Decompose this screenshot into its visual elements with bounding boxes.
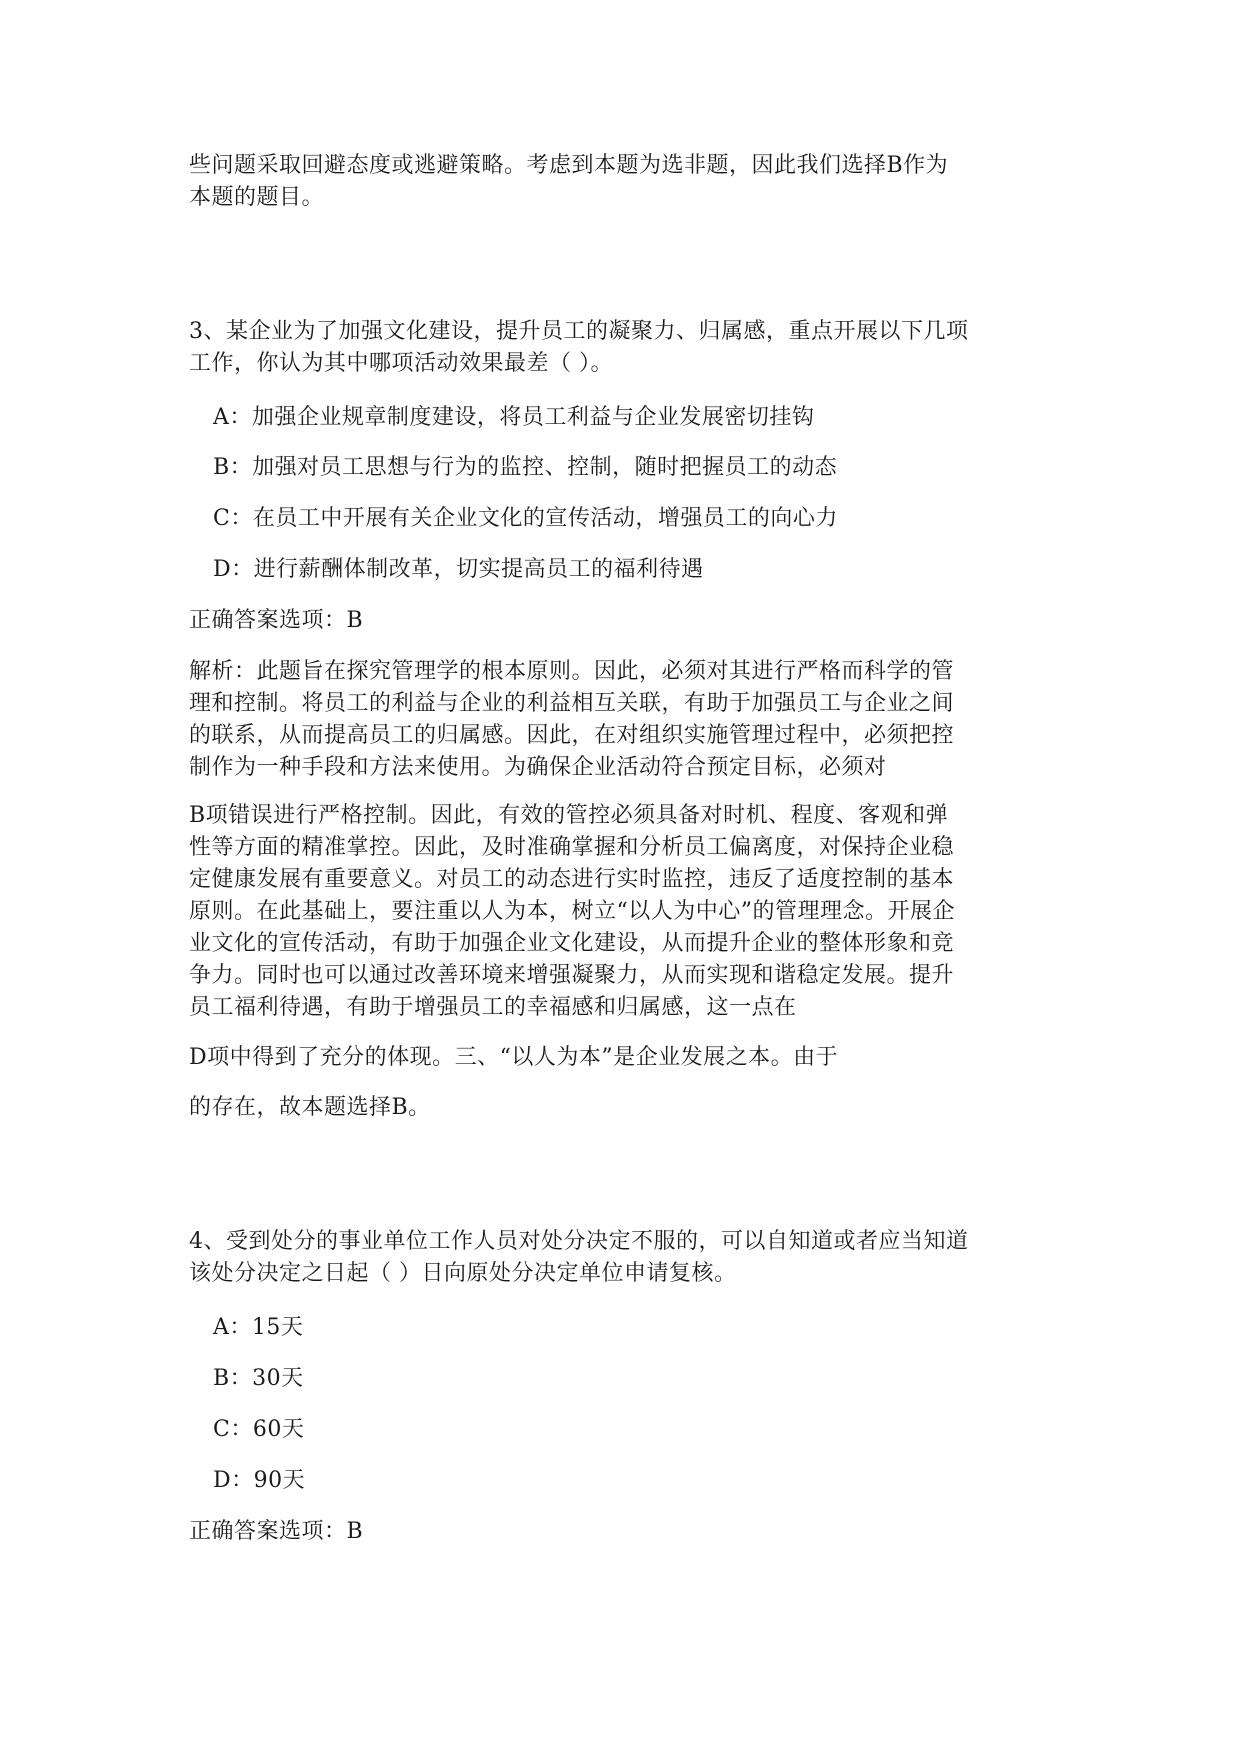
analysis-line: 员工福利待遇，有助于增强员工的幸福感和归属感，这一点在 (189, 995, 797, 1020)
question-stem-line: 工作，你认为其中哪项活动效果最差（ ）。 (189, 351, 613, 376)
question-3-option-a: A：加强企业规章制度建设，将员工利益与企业发展密切挂钩 (213, 405, 815, 430)
question-4-option-c: C：60天 (213, 1417, 305, 1442)
question-3-option-b: B：加强对员工思想与行为的监控、控制，随时把握员工的动态 (213, 455, 838, 480)
question-4-option-d: D：90天 (213, 1468, 306, 1493)
question-3-option-c: C：在员工中开展有关企业文化的宣传活动，增强员工的向心力 (213, 506, 838, 531)
analysis-line: 制作为一种手段和方法来使用。为确保企业活动符合预定目标，必须对 (189, 755, 887, 780)
intro-paragraph (189, 150, 1069, 214)
analysis-line: 定健康发展有重要意义。对员工的动态进行实时监控，违反了适度控制的基本 (189, 867, 955, 892)
question-3-stem (189, 316, 1069, 380)
intro-line: 本题的题目。 (189, 185, 325, 210)
analysis-line: 争力。同时也可以通过改善环境来增强凝聚力，从而实现和谐稳定发展。提升 (189, 963, 955, 988)
question-4-option-b: B：30天 (213, 1366, 304, 1391)
question-4-stem (189, 1226, 1069, 1290)
analysis-line: B项错误进行严格控制。因此，有效的管控必须具备对时机、程度、客观和弹 (189, 803, 949, 828)
analysis-line: 性等方面的精准掌控。因此，及时准确掌握和分析员工偏离度，对保持企业稳 (189, 835, 955, 860)
analysis-line: 解析：此题旨在探究管理学的根本原则。因此，必须对其进行严格而科学的管 (189, 659, 955, 684)
question-stem-line: 3、某企业为了加强文化建设，提升员工的凝聚力、归属感，重点开展以下几项 (189, 319, 969, 344)
question-3-analysis-p4: 的存在，故本题选择B。 (189, 1095, 431, 1120)
question-3-analysis-p3: D项中得到了充分的体现。三、“以人为本”是企业发展之本。由于 (189, 1045, 839, 1070)
analysis-line: 理和控制。将员工的利益与企业的利益相互关联，有助于加强员工与企业之间 (189, 691, 955, 716)
question-3-analysis-p2 (189, 800, 1069, 1024)
question-stem-line: 该处分决定之日起（ ）日向原处分决定单位申请复核。 (189, 1261, 737, 1286)
question-3-answer: 正确答案选项：B (189, 608, 364, 633)
question-3-analysis-p1 (189, 656, 1069, 784)
analysis-line: 原则。在此基础上，要注重以人为本，树立“以人为中心”的管理理念。开展企 (189, 899, 955, 924)
question-4-answer: 正确答案选项：B (189, 1519, 364, 1544)
question-stem-line: 4、受到处分的事业单位工作人员对处分决定不服的，可以自知道或者应当知道 (189, 1229, 969, 1254)
analysis-line: 的联系，从而提高员工的归属感。因此，在对组织实施管理过程中，必须把控 (189, 723, 955, 748)
analysis-line: 业文化的宣传活动，有助于加强企业文化建设，从而提升企业的整体形象和竞 (189, 931, 955, 956)
question-4-option-a: A：15天 (213, 1315, 304, 1340)
intro-line: 些问题采取回避态度或逃避策略。考虑到本题为选非题，因此我们选择B作为 (189, 153, 949, 178)
question-3-option-d: D：进行薪酬体制改革，切实提高员工的福利待遇 (213, 557, 704, 582)
